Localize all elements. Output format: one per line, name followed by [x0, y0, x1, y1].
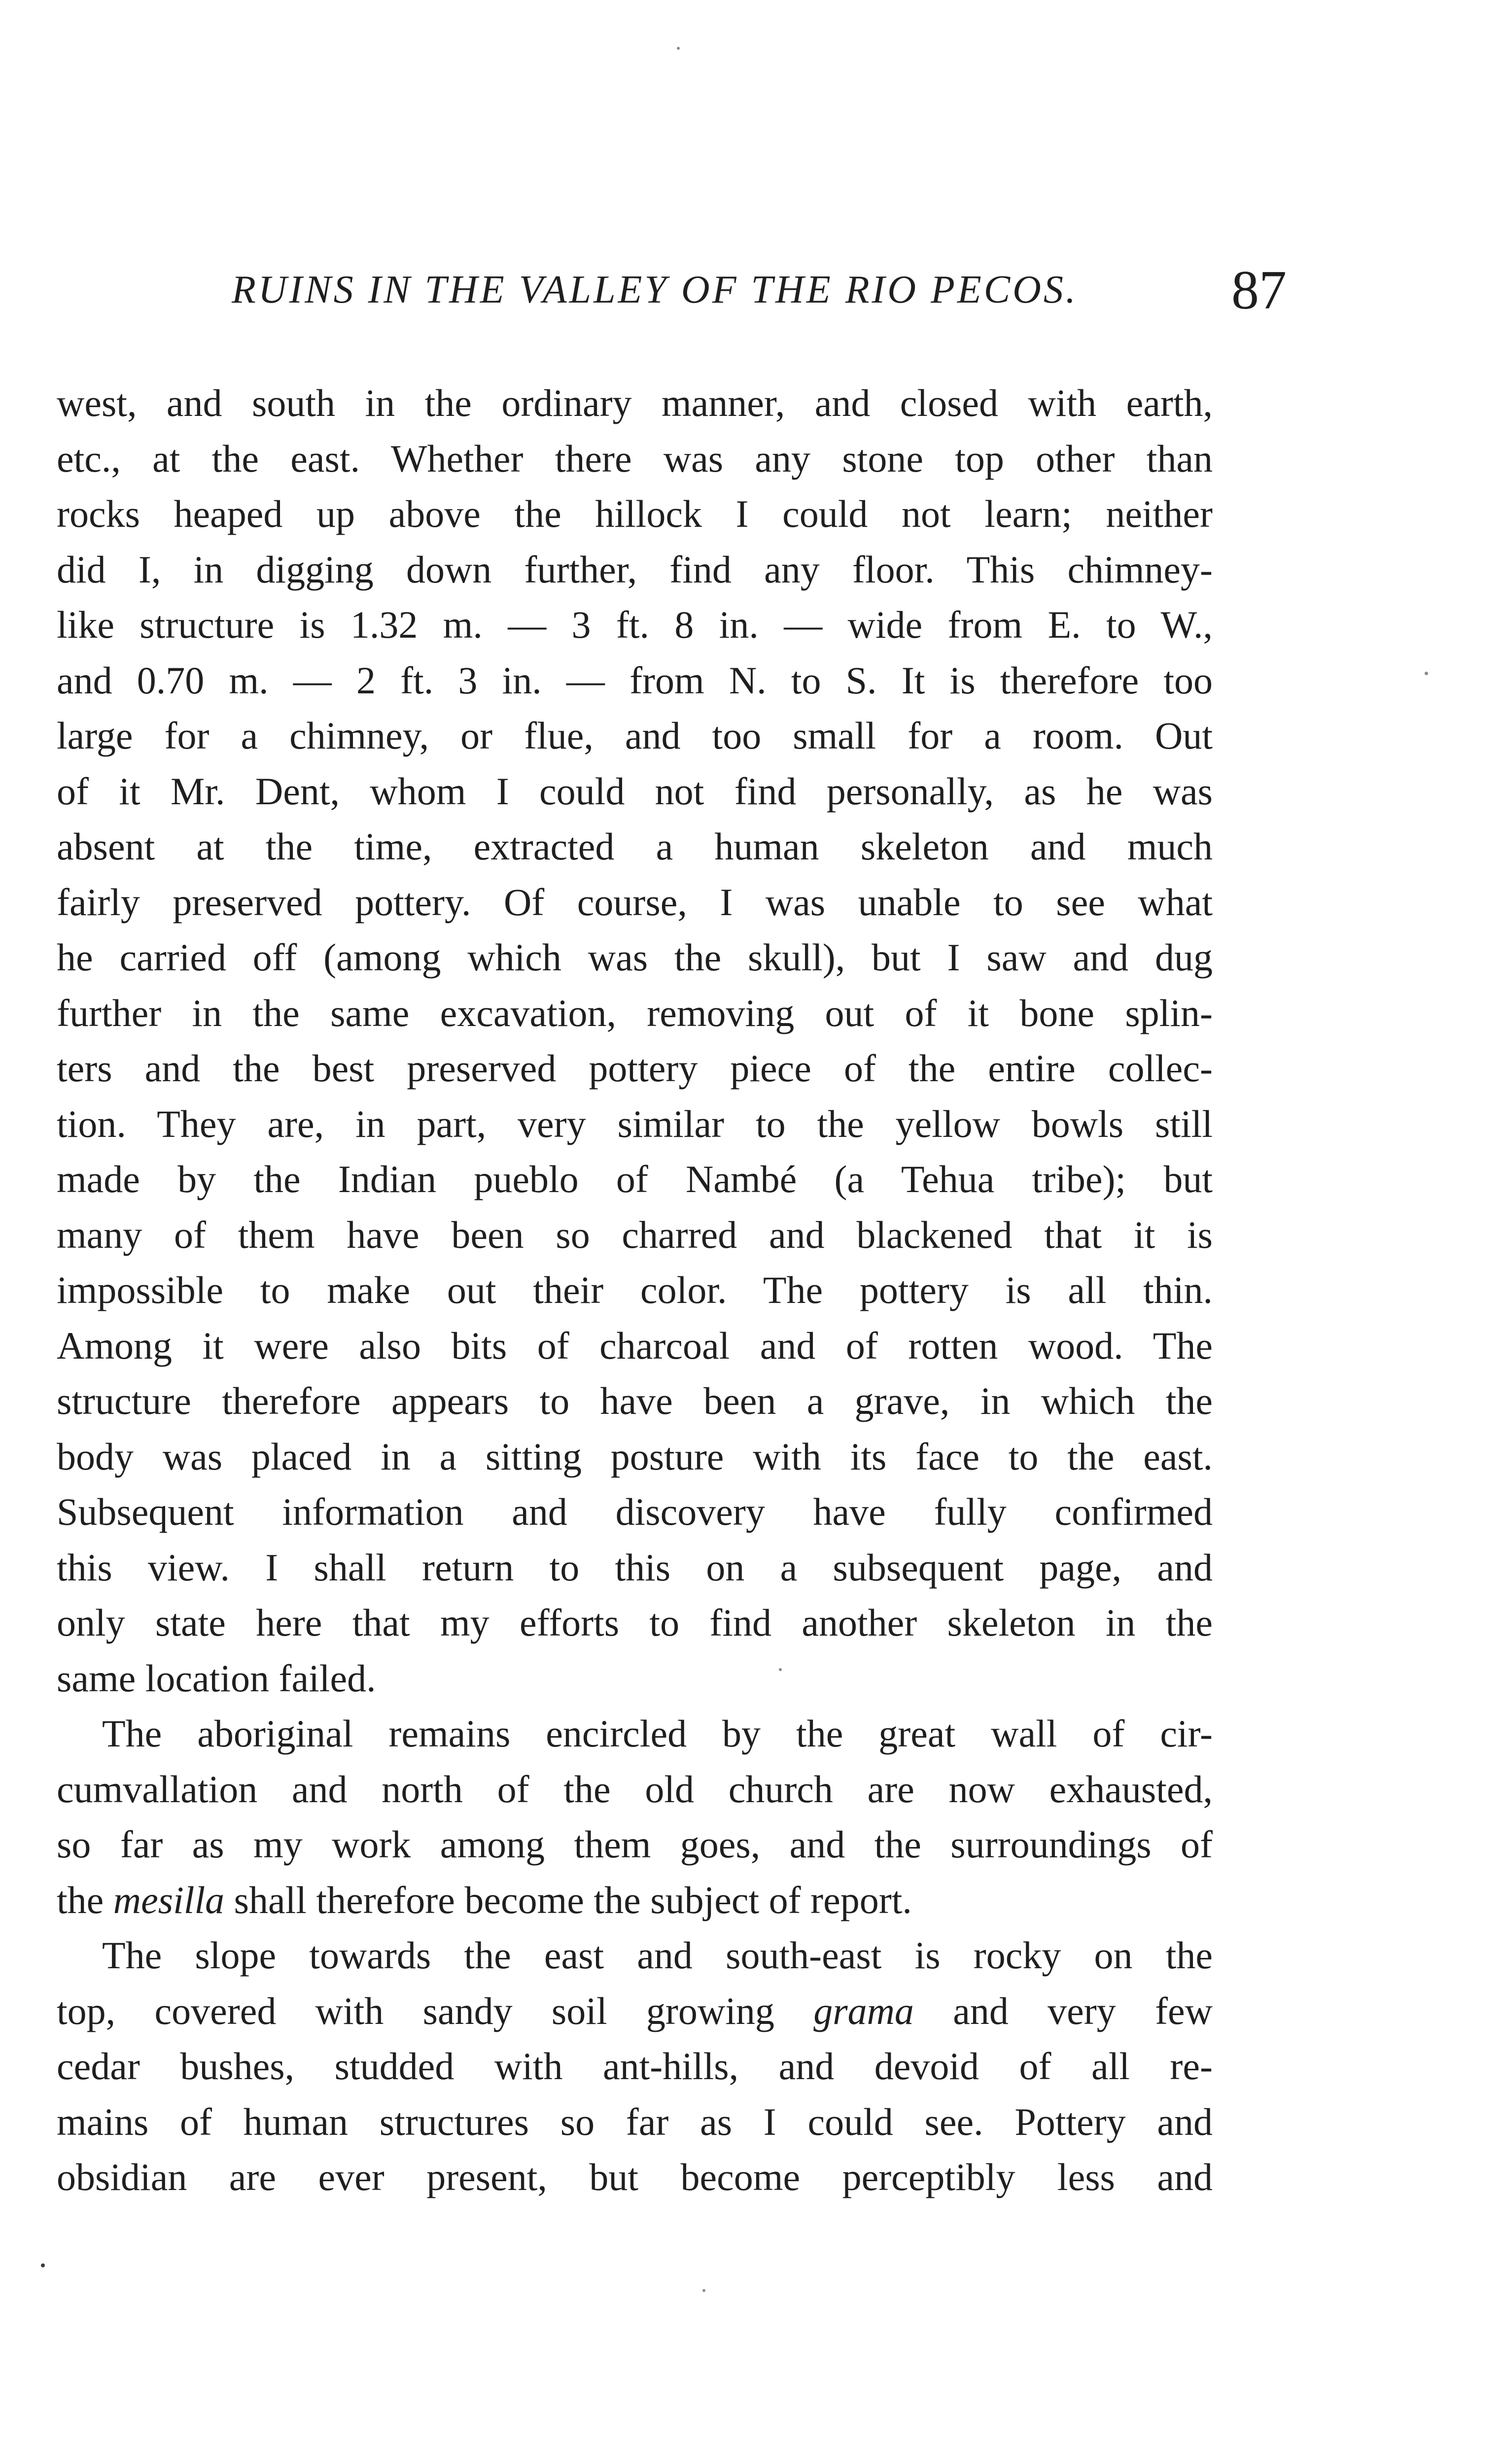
- text-line: Subsequent information and discovery have fully confirmed: [57, 1490, 1213, 1533]
- text-line: etc., at the east. Whether there was any stone top other than: [57, 437, 1213, 480]
- text-line: only state here that my efforts to find another skeleton in the: [57, 1601, 1213, 1644]
- text-line: many of them have been so charred and blackened that it is: [57, 1213, 1213, 1256]
- text-line: body was placed in a sitting posture with its face to the east.: [57, 1435, 1213, 1478]
- italic-term: mesilla: [113, 1878, 225, 1921]
- scan-speck: [1425, 672, 1428, 675]
- text-line: obsidian are ever present, but become perceptibly less and: [57, 2156, 1213, 2198]
- text-line: mains of human structures so far as I could see. Pottery and: [57, 2100, 1213, 2143]
- text-line: did I, in digging down further, find any floor. This chimney-: [57, 548, 1213, 591]
- text-line: top, covered with sandy soil growing grama and very few: [57, 1989, 1213, 2032]
- running-title: RUINS IN THE VALLEY OF THE RIO PECOS.: [232, 268, 1078, 311]
- text-line: made by the Indian pueblo of Nambé (a Tehua tribe); but: [57, 1158, 1213, 1200]
- text-line: and 0.70 m. — 2 ft. 3 in. — from N. to S. It is therefore too: [57, 658, 1213, 702]
- text-line: same location failed.: [57, 1656, 376, 1700]
- text-line: tion. They are, in part, very similar to the yellow bowls still: [57, 1102, 1213, 1145]
- text-line: The slope towards the east and south-east is rocky on the: [102, 1934, 1213, 1977]
- text-line: absent at the time, extracted a human skeleton and much: [57, 825, 1213, 868]
- paragraph-3: [57, 1928, 1213, 2205]
- text-line: west, and south in the ordinary manner, and closed with earth,: [57, 381, 1213, 424]
- page-number: 87: [1231, 260, 1287, 321]
- scan-speck: [677, 47, 680, 50]
- paragraph-1: [57, 376, 1213, 1706]
- text-line: impossible to make out their color. The pottery is all thin.: [57, 1268, 1213, 1311]
- text-line: Among it were also bits of charcoal and of rotten wood. The: [57, 1324, 1213, 1367]
- text-line: ters and the best preserved pottery piece of the entire collec-: [57, 1047, 1213, 1090]
- text-line: of it Mr. Dent, whom I could not find personally, as he was: [57, 769, 1213, 813]
- text-line: this view. I shall return to this on a subsequent page, and: [57, 1545, 1213, 1589]
- body-text: [57, 376, 1213, 2205]
- italic-term: grama: [813, 1989, 914, 2032]
- text-line: further in the same excavation, removing out of it bone splin-: [57, 991, 1213, 1034]
- text-line: so far as my work among them goes, and the surroundings of: [57, 1823, 1213, 1866]
- text-line: cedar bushes, studded with ant-hills, and devoid of all re-: [57, 2045, 1213, 2088]
- text-line: fairly preserved pottery. Of course, I was unable to see what: [57, 880, 1213, 924]
- paragraph-2: [57, 1706, 1213, 1928]
- text-line: large for a chimney, or flue, and too small for a room. Out: [57, 714, 1213, 757]
- text-line: rocks heaped up above the hillock I could not learn; neither: [57, 492, 1213, 535]
- text-line: cumvallation and north of the old church are now exhausted,: [57, 1767, 1213, 1811]
- text-line: the mesilla shall therefore become the subject of report.: [57, 1878, 912, 1921]
- text-line: like structure is 1.32 m. — 3 ft. 8 in. — wide from E. to W.,: [57, 603, 1213, 646]
- text-line: The aboriginal remains encircled by the great wall of cir-: [102, 1712, 1213, 1755]
- scan-speck: [41, 2263, 45, 2267]
- text-line: he carried off (among which was the skull), but I saw and dug: [57, 936, 1213, 979]
- running-head: [232, 259, 1287, 323]
- text-line: structure therefore appears to have been a grave, in which the: [57, 1379, 1213, 1422]
- scan-speck: [702, 2289, 705, 2292]
